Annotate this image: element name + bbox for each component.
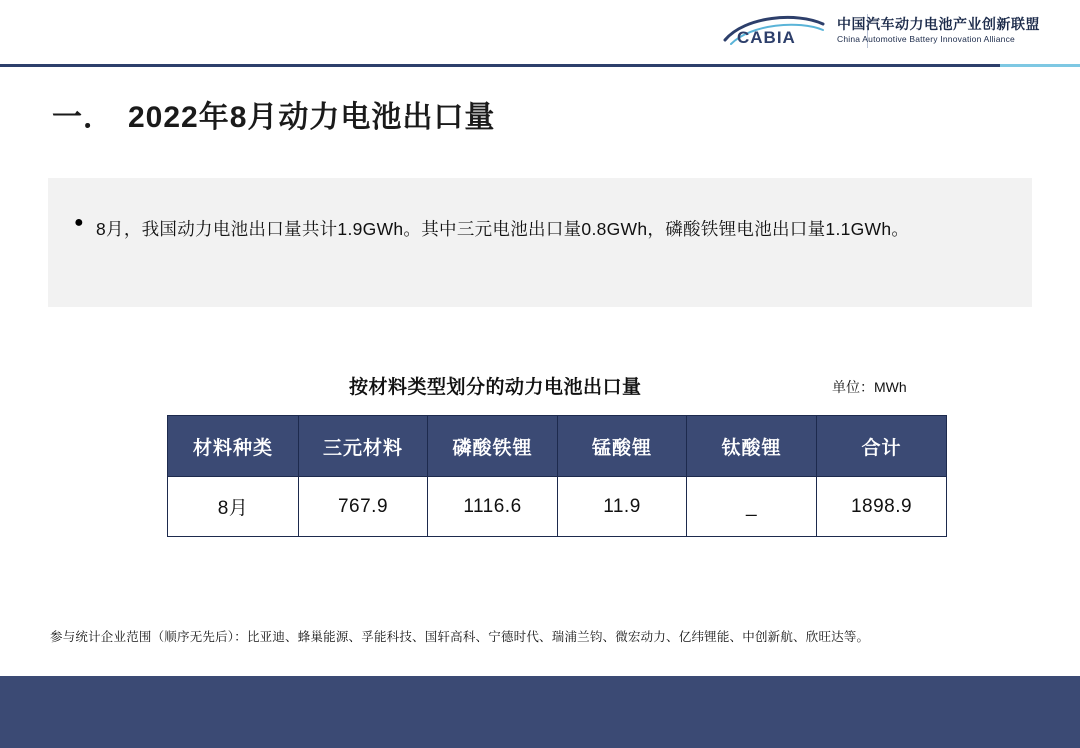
table-cell: _ (687, 477, 817, 537)
table-caption: 按材料类型划分的动力电池出口量 (349, 377, 642, 398)
table-cell: 11.9 (558, 477, 687, 537)
table-row (168, 477, 947, 537)
page-title-text: 2022年8月动力电池出口量 (128, 101, 496, 134)
table-header-cell: 材料种类 (168, 416, 299, 477)
table-header-cell: 合计 (817, 416, 947, 477)
header-rule (0, 64, 1080, 67)
header-rule-accent (1000, 64, 1080, 67)
brand-name-en: China Automotive Battery Innovation Alliance (837, 34, 1015, 44)
table-cell: 1898.9 (817, 477, 947, 537)
table-header-cell: 钛酸锂 (687, 416, 817, 477)
brand-logo-block (723, 10, 1040, 50)
table-header-cell: 锰酸锂 (558, 416, 687, 477)
bullet-icon: ● (74, 214, 84, 231)
table-cell: 1116.6 (428, 477, 558, 537)
slide-header (0, 0, 1080, 66)
brand-name-cn: 中国汽车动力电池产业创新联盟 (837, 16, 1040, 32)
page-title-index: 一． (52, 101, 114, 134)
slide-bottom-bar (0, 676, 1080, 748)
table-header-row (168, 416, 947, 477)
export-volume-table (167, 415, 947, 537)
summary-panel (48, 178, 1032, 307)
brand-text (837, 15, 1040, 45)
page-title (52, 92, 495, 136)
table-cell: 8月 (168, 477, 299, 537)
summary-text: 8月，我国动力电池出口量共计1.9GWh。其中三元电池出口量0.8GWh，磷酸铁锂电池出口量1.1GWh。 (96, 219, 910, 239)
table-unit-label: 单位：MWh (832, 379, 907, 395)
footnote: 参与统计企业范围（顺序无先后）：比亚迪、蜂巢能源、孚能科技、国轩高科、宁德时代、瑞浦兰钧、微宏动力、亿纬锂能、中创新航、欣旺达等。 (50, 630, 870, 644)
table-header-cell: 三元材料 (299, 416, 428, 477)
cabia-logo-icon (723, 10, 827, 50)
svg-text:CABIA: CABIA (737, 28, 796, 47)
table-cell: 767.9 (299, 477, 428, 537)
table-header-cell: 磷酸铁锂 (428, 416, 558, 477)
